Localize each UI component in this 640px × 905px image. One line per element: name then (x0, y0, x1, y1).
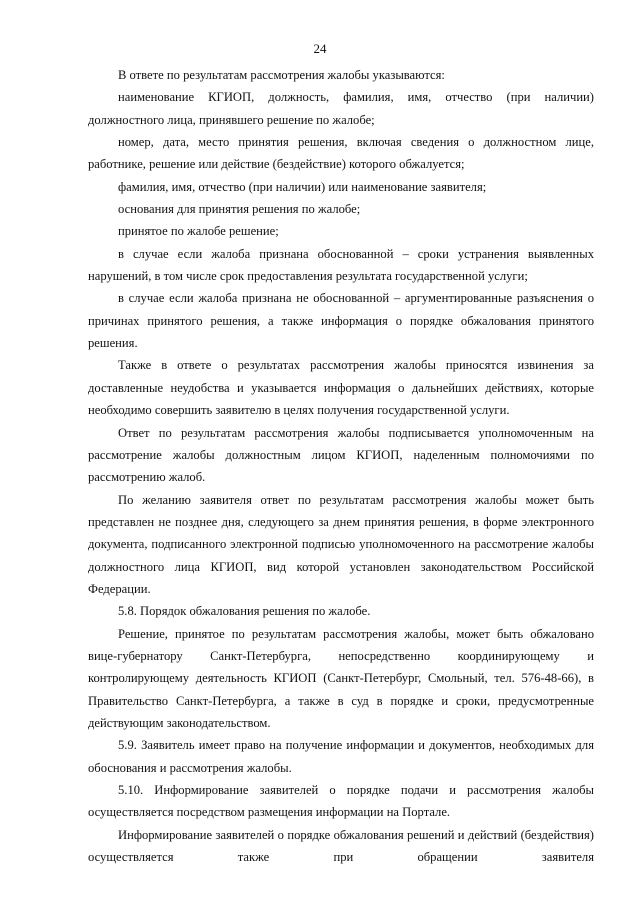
paragraph-decision-grounds: основания для принятия решения по жалобе; (118, 202, 361, 217)
paragraph-answer-signing: Ответ по результатам рассмотрения жалобы подписывается уполномоченным на рассмотрение жалобы должностным лицом КГИОП, наделенным полномочиями по рассмотрению жалоб. (88, 425, 594, 485)
paragraph-electronic-answer: По желанию заявителя ответ по результатам рассмотрения жалобы может быть представлен не позднее дня, следующего за днем принятия решения, в форме электронного документа, подписанного электронной подписью уполномоченного на рассмотрение жалобы должностного лица КГИОП, вид которой установлен законодательством Российской Федерации. (88, 492, 594, 596)
section-5-10: 5.10. Информирование заявителей о порядке подачи и рассмотрения жалобы осуществляется посредством размещения информации на Портале. (88, 783, 594, 820)
section-5-8-heading: 5.8. Порядок обжалования решения по жалобе. (118, 604, 371, 619)
paragraph-decision-taken: принятое по жалобе решение; (118, 224, 279, 239)
document-body (88, 64, 594, 868)
paragraph-decision-details: номер, дата, место принятия решения, включая сведения о должностном лице, работнике, решение или действие (бездействие) которого обжалуется; (88, 135, 594, 172)
paragraph-informing-continued: Информирование заявителей о порядке обжалования решений и действий (бездействия) осуществляется также при обращении заявителя (88, 827, 594, 865)
paragraph-apologies: Также в ответе о результатах рассмотрения жалобы приносятся извинения за доставленные неудобства и указывается информация о дальнейших действиях, которые необходимо совершить заявителю в целях получения государственной услуги. (88, 358, 594, 418)
section-5-9: 5.9. Заявитель имеет право на получение информации и документов, необходимых для обоснования и рассмотрения жалобы. (88, 738, 594, 775)
paragraph-appeal-procedure: Решение, принятое по результатам рассмотрения жалобы, может быть обжаловано вице-губернатору Санкт-Петербурга, непосредственно координирующему и контролирующему деятельность КГИОП (Санкт-Петербург, Смольный, тел. 576-48-66), в Правительство Санкт-Петербурга, а также в суд в порядке и сроки, предусмотренные действующим законодательством. (88, 626, 594, 730)
paragraph-complaint-justified: в случае если жалоба признана обоснованной – сроки устранения выявленных нарушений, в том числе срок предоставления результата государственной услуги; (88, 246, 594, 284)
page-number: 24 (313, 41, 327, 56)
paragraph-answer-contents-intro: В ответе по результатам рассмотрения жалобы указываются: (118, 68, 445, 82)
paragraph-applicant-name: фамилия, имя, отчество (при наличии) или наименование заявителя; (118, 179, 487, 194)
paragraph-complaint-unjustified: в случае если жалоба признана не обоснованной – аргументированные разъяснения о причинах принятого решения, а также информация о порядке обжалования принятого решения. (88, 291, 594, 351)
paragraph-official-name: наименование КГИОП, должность, фамилия, имя, отчество (при наличии) должностного лица, принявшего решение по жалобе; (88, 90, 594, 127)
